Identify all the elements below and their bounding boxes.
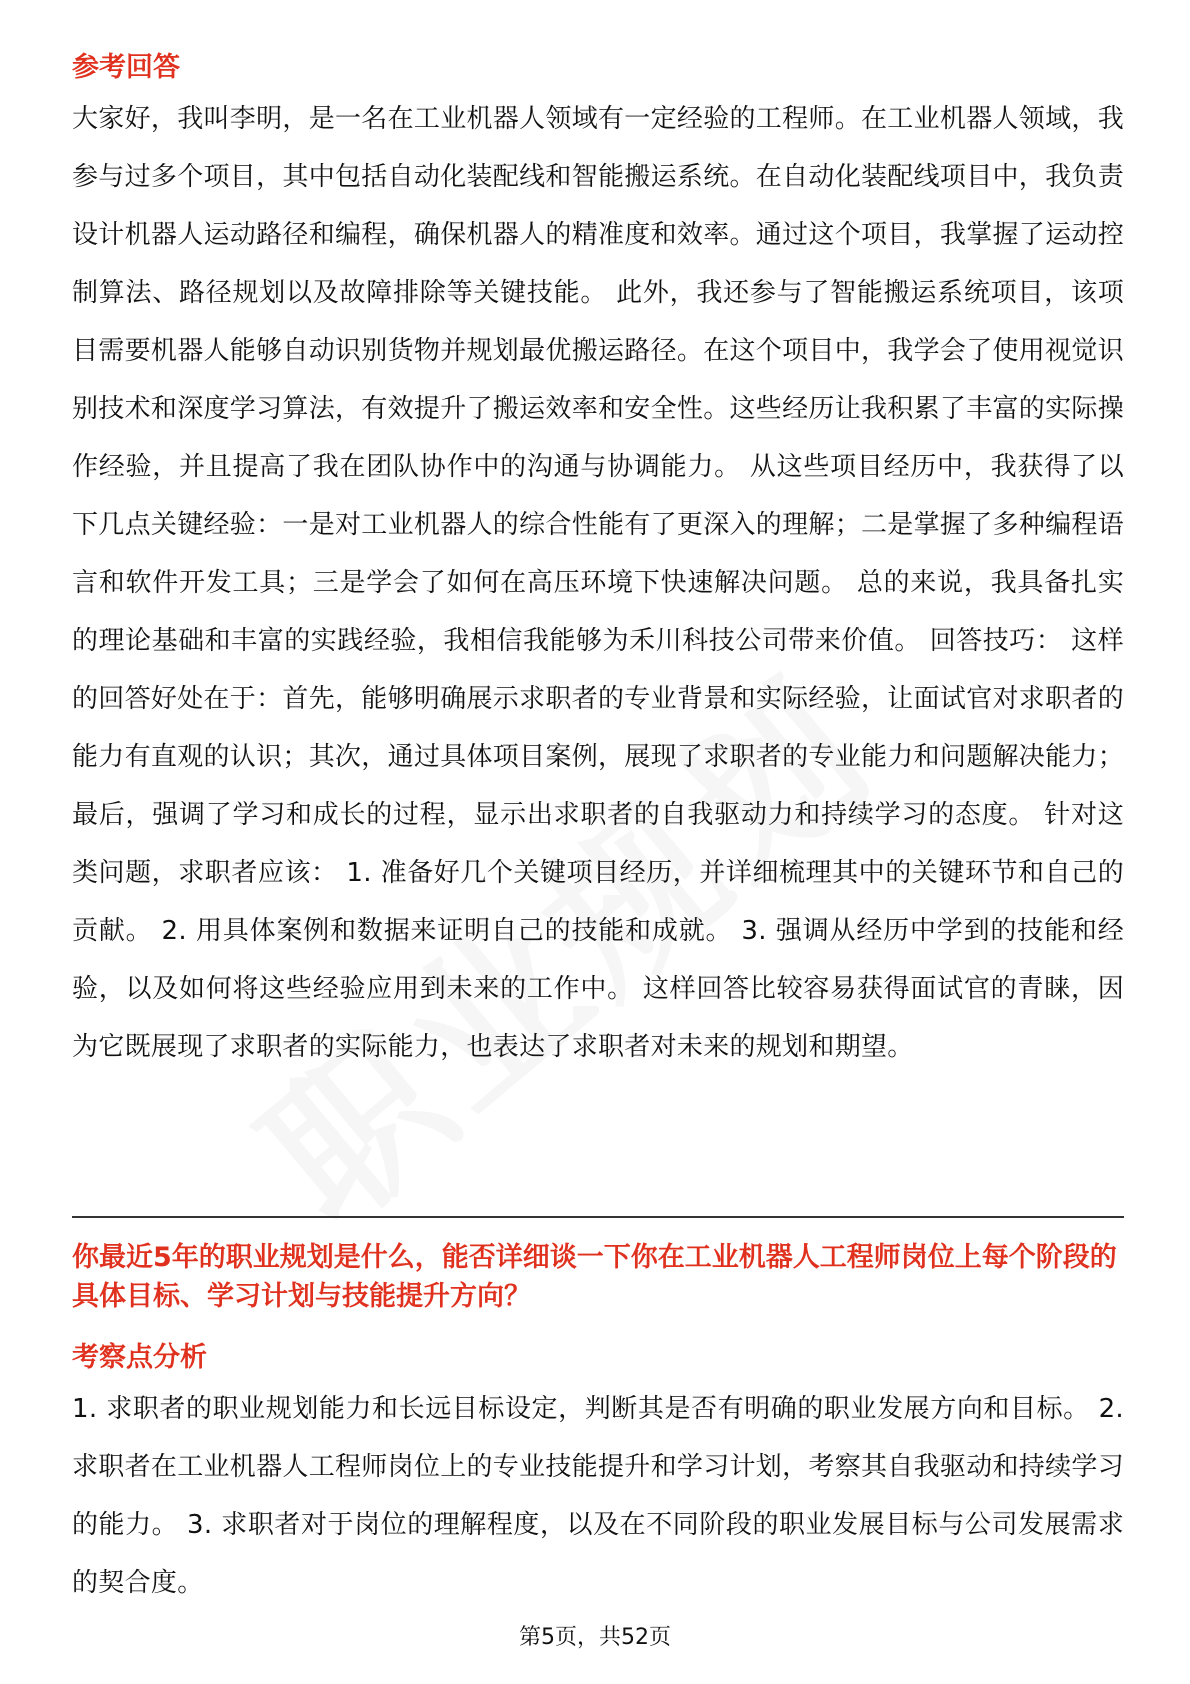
section-divider	[72, 1216, 1124, 1218]
analysis-body-text: 1. 求职者的职业规划能力和长远目标设定，判断其是否有明确的职业发展方向和目标。 2. 求职者在工业机器人工程师岗位上的专业技能提升和学习计划，考察其自我驱动和持续学习的能力。 3. 求职者对于岗位的理解程度，以及在不同阶段的职业发展目标与公司发展需求的契合度。	[72, 1394, 1125, 1598]
page-number: 第5页，共52页	[519, 1625, 671, 1650]
answer-section-title: 参考回答	[72, 52, 180, 83]
answer-body-text: 大家好，我叫李明，是一名在工业机器人领域有一定经验的工程师。在工业机器人领域，我参与过多个项目，其中包括自动化装配线和智能搬运系统。在自动化装配线项目中，我负责设计机器人运动路径和编程，确保机器人的精准度和效率。通过这个项目，我掌握了运动控制算法、路径规划以及故障排除等关键技能。 此外，我还参与了智能搬运系统项目，该项目需要机器人能够自动识别货物并规划最优搬运路径。在这个项目中，我学会了使用视觉识别技术和深度学习算法，有效提升了搬运效率和安全性。这些经历让我积累了丰富的实际操作经验，并且提高了我在团队协作中的沟通与协调能力。 从这些项目经历中，我获得了以下几点关键经验：一是对工业机器人的综合性能有了更深入的理解；二是掌握了多种编程语言和软件开发工具；三是学会了如何在高压环境下快速解决问题。 总的来说，我具备扎实的理论基础和丰富的实践经验，我相信我能够为禾川科技公司带来价值。 回答技巧： 这样的回答好处在于：首先，能够明确展示求职者的专业背景和实际经验，让面试官对求职者的能力有直观的认识；其次，通过具体项目案例，展现了求职者的专业能力和问题解决能力；最后，强调了学习和成长的过程，显示出求职者的自我驱动力和持续学习的态度。 针对这类问题，求职者应该： 1. 准备好几个关键项目经历，并详细梳理其中的关键环节和自己的贡献。 2. 用具体案例和数据来证明自己的技能和成就。 3. 强调从经历中学到的技能和经验，以及如何将这些经验应用到未来的工作中。 这样回答比较容易获得面试官的青睐，因为它既展现了求职者的实际能力，也表达了求职者对未来的规划和期望。	[72, 104, 1125, 1062]
answer-section	[72, 48, 1124, 1076]
question-section	[72, 1238, 1124, 1612]
analysis-title: 考察点分析	[72, 1342, 207, 1373]
question-heading: 你最近5年的职业规划是什么，能否详细谈一下你在工业机器人工程师岗位上每个阶段的具体目标、学习计划与技能提升方向？	[72, 1242, 1117, 1312]
